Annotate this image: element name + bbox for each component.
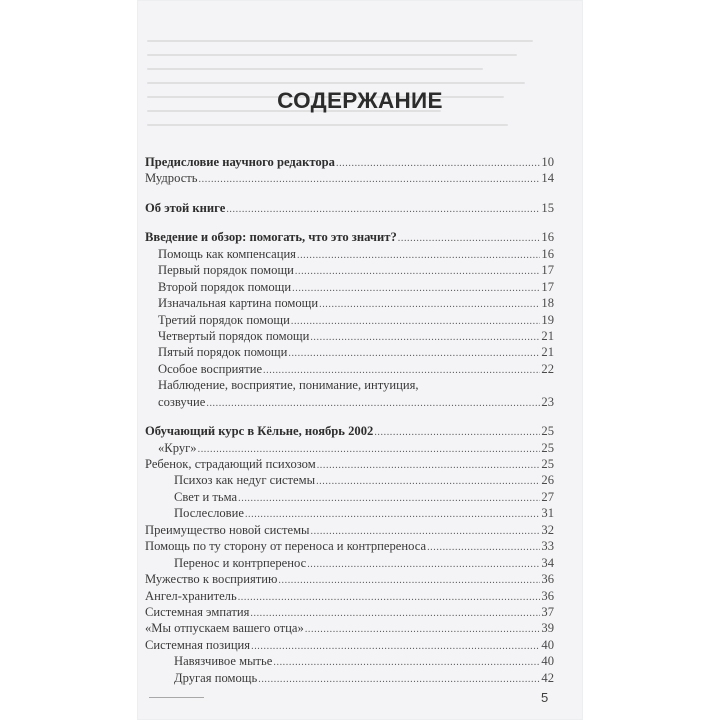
toc-entry-title: Системная позиция [145,637,251,652]
toc-entry-title: Введение и обзор: помогать, что это значит? [145,230,397,245]
toc-entry-title: Наблюдение, восприятие, понимание, интуиция, [158,378,419,393]
toc-entry-title: «Круг» [158,440,197,455]
toc-entry-page: 31 [541,506,554,521]
toc-entry-title: Перенос и контрперенос [174,555,307,570]
dot-leader [226,204,540,215]
toc-entry[interactable] [145,621,554,637]
dot-leader [295,266,541,277]
toc-entry[interactable] [145,171,554,187]
toc-entry-title: Четвертый порядок помощи [158,328,310,343]
dot-leader [319,299,540,310]
toc-entry-page: 15 [541,200,554,215]
toc-entry[interactable] [145,280,554,296]
toc-entry-title: Помощь как компенсация [158,246,296,261]
dot-leader [263,365,540,376]
toc-entry-page: 16 [541,246,554,261]
toc-entry[interactable] [145,296,554,312]
dot-leader [250,608,540,619]
toc-entry[interactable] [145,230,554,246]
toc-entry-title: Об этой книге [145,200,226,215]
toc-entry-page: 40 [541,654,554,669]
dot-leader [291,316,541,327]
dot-leader [317,460,541,471]
toc-entry-title: Преимущество новой системы [145,522,310,537]
toc-entry-page: 32 [541,522,554,537]
toc-entry-title: Изначальная картина помощи [158,296,319,311]
dot-leader [273,657,540,668]
toc-entry-title: Первый порядок помощи [158,263,294,278]
dot-leader [310,332,540,343]
toc-entry-title: Психоз как недуг системы [174,473,316,488]
toc-entry-title: Мужество к восприятию [145,572,278,587]
toc-entry[interactable] [145,424,554,440]
toc-entry-page: 17 [541,263,554,278]
toc-entry[interactable] [145,490,554,506]
toc-entry[interactable] [145,345,554,361]
toc-entry[interactable] [145,654,554,670]
toc-entry-page: 21 [541,345,554,360]
dot-leader [278,575,540,586]
page-title: СОДЕРЖАНИЕ [277,88,443,113]
dot-leader [288,348,540,359]
table-of-contents [145,155,554,687]
toc-entry-page: 27 [541,489,554,504]
dot-leader [245,509,540,520]
toc-entry[interactable] [145,605,554,621]
dot-leader [427,542,540,553]
toc-entry[interactable] [145,362,554,378]
toc-entry-title: Второй порядок помощи [158,279,292,294]
dot-leader [292,283,540,294]
toc-entry-page: 39 [541,621,554,636]
toc-entry-page: 40 [541,637,554,652]
dot-leader [258,674,540,685]
toc-entry[interactable] [145,441,554,457]
toc-entry-title: «Мы отпускаем вашего отца» [145,621,304,636]
toc-entry[interactable] [145,329,554,345]
toc-entry-page: 25 [541,424,554,439]
dot-leader [251,641,540,652]
toc-entry-page: 25 [541,457,554,471]
toc-entry[interactable] [145,201,554,217]
dot-leader [311,526,541,537]
toc-entry[interactable] [145,523,554,539]
toc-entry-title: Ребенок, страдающий психозом [145,457,316,471]
toc-entry-page: 14 [541,171,554,186]
toc-entry[interactable] [145,638,554,654]
toc-entry-page: 22 [541,361,554,376]
toc-entry[interactable] [145,589,554,605]
toc-entry-page: 16 [541,230,554,245]
toc-entry[interactable] [145,457,554,473]
toc-entry[interactable] [145,671,554,687]
dot-leader [305,624,541,635]
toc-entry-page: 34 [541,555,554,570]
toc-entry[interactable] [145,247,554,263]
toc-entry-page: 33 [541,539,554,554]
dot-leader [316,476,540,487]
toc-entry-title: Третий порядок помощи [158,312,290,327]
dot-leader [198,444,541,455]
dot-leader [374,427,540,438]
toc-entry-page: 42 [541,670,554,685]
toc-entry[interactable] [145,506,554,522]
dot-leader [199,174,541,185]
toc-entry[interactable] [145,572,554,588]
toc-entry-title: Другая помощь [174,670,258,685]
dot-leader [398,233,541,244]
toc-entry[interactable] [145,263,554,279]
toc-entry-title: Свет и тьма [174,489,238,504]
toc-entry[interactable] [145,473,554,489]
toc-entry[interactable] [145,313,554,329]
toc-entry-title: Помощь по ту сторону от переноса и контрпереноса [145,539,427,554]
toc-entry-title: созвучие [158,394,206,409]
dot-leader [297,250,540,261]
toc-entry[interactable] [145,155,554,171]
toc-entry-page: 17 [541,279,554,294]
toc-entry-page: 19 [541,312,554,327]
toc-entry-title: Послесловие [174,506,244,521]
toc-entry-title: Системная эмпатия [145,604,250,619]
toc-entry-page: 26 [541,473,554,488]
dot-leader [307,559,540,570]
toc-entry-page: 37 [541,604,554,619]
toc-entry[interactable] [145,395,554,411]
toc-entry-title: Обучающий курс в Кёльне, ноябрь 2002 [145,424,374,439]
page-number: 5 [541,690,549,705]
toc-entry-page: 21 [541,328,554,343]
toc-entry-page: 18 [541,296,554,311]
toc-entry-title: Ангел-хранитель [145,588,237,603]
dot-leader [238,493,540,504]
dot-leader [238,592,541,603]
book-page [137,0,583,720]
toc-entry[interactable] [145,556,554,572]
toc-entry-title: Пятый порядок помощи [158,345,288,360]
toc-entry-title: Особое восприятие [158,361,263,376]
footer-rule [149,697,204,698]
toc-entry-page: 23 [541,394,554,409]
toc-entry-page: 36 [541,588,554,603]
toc-entry-page: 25 [541,440,554,455]
dot-leader [336,158,540,169]
toc-entry[interactable] [145,539,554,555]
toc-entry-title: Навязчивое мытье [174,654,273,669]
toc-entry-page: 36 [541,572,554,587]
dot-leader [206,398,540,409]
toc-entry-title: Мудрость [145,171,198,186]
toc-entry[interactable] [145,378,554,394]
toc-entry-page: 10 [541,155,554,169]
toc-entry-title: Предисловие научного редактора [145,155,335,169]
